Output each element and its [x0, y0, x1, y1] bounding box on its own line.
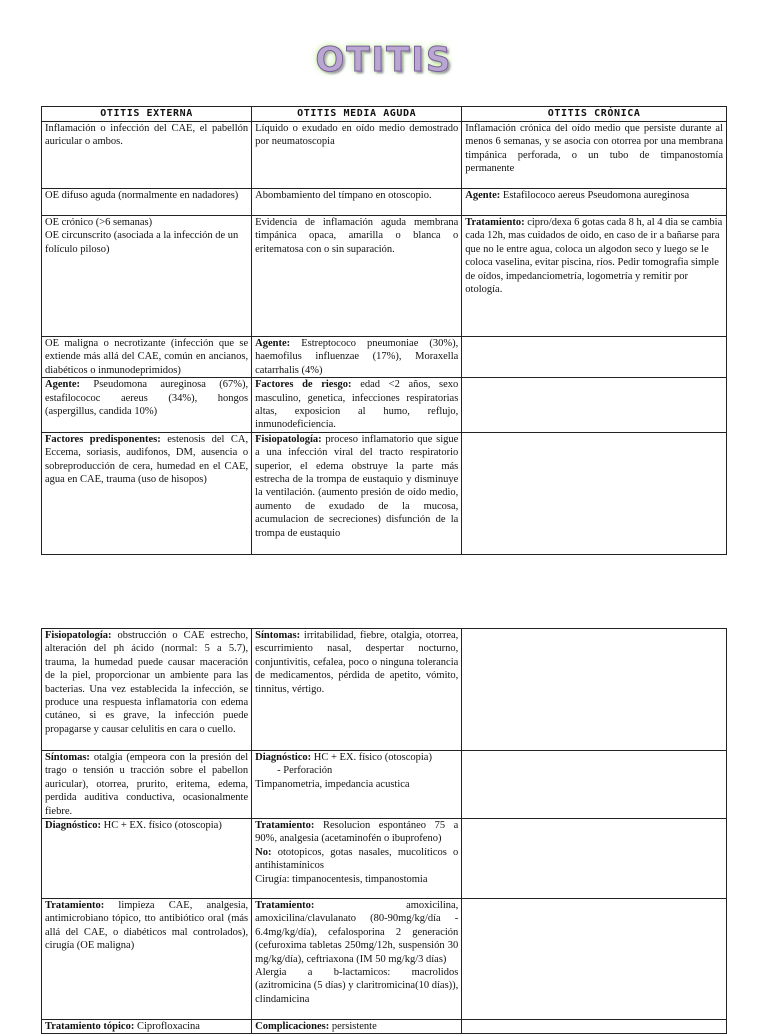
- cell-text: ototopicos, gotas nasales, mucolíticos o antihistamínicos: [255, 846, 459, 872]
- cell-text: limpieza CAE, analgesia, antimicrobiano tópico, tto antibiótico oral (más allá del CAE, o diabéticos mal controlados), cirugía (OE maligna): [45, 900, 249, 952]
- table-row: [42, 751, 727, 819]
- cell: [252, 122, 462, 189]
- cell-text: edad <2 años, sexo masculino, genetica, infecciones respiratorias altas, exposicion al humo, reflujo, inmunodeficiencia.: [255, 379, 459, 431]
- cell: [462, 122, 727, 189]
- cell: [252, 337, 462, 378]
- cell-text: Timpanometria, impedancia acustica: [255, 778, 410, 790]
- cell: [462, 629, 727, 751]
- cell-label: Fisiopatología:: [45, 630, 112, 641]
- cell: [42, 819, 252, 899]
- cell: [252, 819, 462, 899]
- cell-label: Factores predisponentes:: [45, 433, 161, 445]
- table-row: [42, 1020, 727, 1034]
- cell: [42, 899, 252, 1020]
- cell-text: Líquido o exudado en oído medio demostrado por neumatoscopia: [255, 123, 459, 148]
- cell-text: amoxicilina, amoxicilina/clavulanato (80-90mg/kg/día - 6.4mg/kg/día), cefalosporina 2 generación (cefuroxima tabletas 250mg/12h, suspensión 30 mg/kg/día), ceftriaxona (IM 50 mg/kg/3 días): [255, 900, 459, 965]
- cell-text: OE maligna o necrotizante (infección que se extiende más allá del CAE, común en ancianos, diabéticos o inmunodeprimidos): [45, 338, 249, 376]
- cell-label: No:: [255, 846, 272, 858]
- cell-text: HC + EX. físico (otoscopia): [311, 752, 432, 763]
- cell: [42, 122, 252, 189]
- cell: [252, 216, 462, 337]
- cell-text: irritabilidad, fiebre, otalgia, otorrea, escurrimiento nasal, despertar nocturno, conjuntivitis, cefalea, poco o ninguna tolerancia de medicamentos, pérdida de apetito, vómito, tinnitus, vértigo.: [255, 630, 459, 695]
- header-otitis-externa: OTITIS EXTERNA: [42, 107, 252, 122]
- cell: [462, 432, 727, 554]
- cell-text: Inflamación o infección del CAE, el pabellón auricular o ambos.: [45, 123, 249, 148]
- cell: [252, 629, 462, 751]
- cell-text: obstrucción o CAE estrecho, alteración del ph ácido (normal: 5 a 5.7), trauma, la humedad puede causar maceración de la piel, proporcionar un ambiente para las bacterias. Una vez establecida la infección, se produce una respuesta inflamatoria con edema cutáneo, si es grave, la infección puede propagarse y causar celulitis en cara o cuello.: [45, 630, 249, 735]
- cell-text: Resolucion espontáneo 75 a 90%, analgesia (acetaminofén o ibuprofeno): [255, 820, 459, 845]
- cell-label: Agente:: [255, 338, 291, 349]
- page-title: OTITIS: [315, 40, 453, 80]
- cell: [252, 1020, 462, 1034]
- otitis-table-2: [41, 628, 727, 1034]
- cell-label: Complicaciones:: [255, 1021, 330, 1033]
- cell: [42, 1020, 252, 1034]
- cell: [42, 629, 252, 751]
- table-row: [42, 629, 727, 751]
- cell-label: Tratamiento tópico:: [45, 1021, 135, 1033]
- cell: [462, 378, 727, 433]
- cell: [252, 378, 462, 433]
- cell-label: Tratamiento:: [465, 217, 525, 228]
- cell-label: Síntomas:: [45, 752, 90, 763]
- cell-label: Tratamiento:: [45, 900, 105, 912]
- cell-subitem: - Perforación: [277, 765, 333, 777]
- cell-text: Cirugía: timpanocentesis, timpanostomia: [255, 873, 428, 885]
- cell: [252, 432, 462, 554]
- table-row: [42, 122, 727, 189]
- cell-text: HC + EX. físico (otoscopia): [101, 820, 222, 832]
- table-row: [42, 432, 727, 554]
- cell-label: Diagnóstico:: [45, 820, 101, 832]
- cell-text: cipro/dexa 6 gotas cada 8 h, al 4 dia se cambia cada 12h, mas cuidados de oido, en caso de ir a bañarse para que no le entre agua, coloca un algodon seco y luego se le coloca vaselina, evitar piscina, ríos. Pedir tomografia simple de oídos, impedanciometría, logometría y remitir por otología.: [465, 217, 723, 296]
- cell: [42, 378, 252, 433]
- table-row: [42, 819, 727, 899]
- cell: [42, 432, 252, 554]
- table-row: [42, 378, 727, 433]
- cell: [252, 899, 462, 1020]
- cell-label: Tratamiento:: [255, 820, 315, 832]
- header-otitis-cronica: OTITIS CRÓNICA: [462, 107, 727, 122]
- cell-text: Estreptococo pneumoniae (30%), haemofilus influenzae (17%), Moraxella catarrhalis (4%): [255, 338, 459, 376]
- cell-text: persistente: [329, 1021, 377, 1033]
- cell-text: Estafilococo aereus Pseudomona aureginosa: [500, 190, 690, 201]
- cell-text: OE circunscrito (asociada a la infección de un folículo piloso): [45, 230, 239, 255]
- cell-text: OE difuso aguda (normalmente en nadadores): [45, 190, 239, 201]
- cell-text: proceso inflamatorio que sigue a una infección viral del tracto respiratorio superior, el edema obstruye la parte más estrecha de la trompa de eustaquio y disminuye la ventilación. (aumento presión de oído medio, aumento de exudado de la mucosa, acumulacion de secreciones) disfunción de la trompa de eustaquio: [255, 433, 459, 539]
- cell: [252, 189, 462, 216]
- header-otitis-media-aguda: OTITIS MEDIA AGUDA: [252, 107, 462, 122]
- cell-label: Fisiopatología:: [255, 433, 322, 445]
- cell: [462, 337, 727, 378]
- cell: [462, 1020, 727, 1034]
- cell-label: Agente:: [465, 190, 501, 201]
- cell: [42, 337, 252, 378]
- cell-text: Alergia a b-lactamicos: macrolidos (azitromicina (5 días) y claritromicina(10 días)), clindamicina: [255, 967, 459, 1005]
- cell: [252, 751, 462, 819]
- cell: [42, 751, 252, 819]
- cell: [462, 751, 727, 819]
- cell: [462, 189, 727, 216]
- cell-text: otalgia (empeora con la presión del trago o tensión u tracción sobre el pabellon auricular), otorrea, prurito, eritema, edema, perdida auditiva conductiva, ocasionalmente fiebre.: [45, 752, 249, 817]
- cell-text: Ciprofloxacina: [134, 1021, 200, 1033]
- cell-text: OE crónico (>6 semanas): [45, 217, 153, 228]
- cell: [462, 899, 727, 1020]
- cell: [42, 189, 252, 216]
- cell-text: Evidencia de inflamación aguda membrana timpánica opaca, amarilla o blanca o eritematosa con o sin suparación.: [255, 217, 459, 255]
- cell: [42, 216, 252, 337]
- cell-label: Tratamiento:: [255, 900, 315, 912]
- cell: [462, 819, 727, 899]
- cell-text: Inflamación crónica del oído medio que persiste durante al menos 6 semanas, y se asocia con otorrea por una membrana timpánica perforada, o un tubo de timpanostomía permanente: [465, 123, 723, 175]
- table-row: [42, 189, 727, 216]
- cell-label: Factores de riesgo:: [255, 379, 352, 391]
- cell-text: estenosis del CA, Eccema, soriasis, audifonos, DM, ausencia o sobreproducción de cera, humedad en el CAE, agua en CAE, trauma (uso de hisopos): [45, 433, 249, 486]
- cell-label: Síntomas:: [255, 630, 301, 641]
- cell-label: Agente:: [45, 379, 80, 391]
- table-row: [42, 337, 727, 378]
- table-header-row: [42, 107, 727, 122]
- otitis-table-1: [41, 106, 727, 555]
- cell-text: Pseudomona aureginosa (67%), estafilocococ aereus (34%), hongos (aspergillus, candida 10%): [45, 379, 249, 418]
- cell: [462, 216, 727, 337]
- table-row: [42, 899, 727, 1020]
- table-row: [42, 216, 727, 337]
- cell-label: Diagnóstico:: [255, 752, 312, 763]
- cell-text: Abombamiento del tímpano en otoscopio.: [255, 190, 432, 201]
